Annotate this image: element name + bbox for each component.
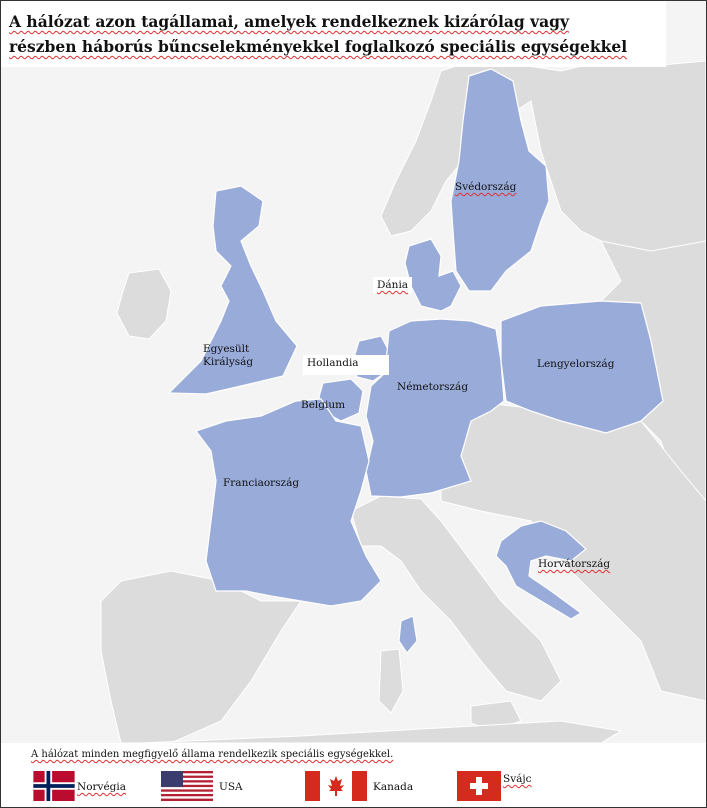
land-scandinavia-north xyxy=(381,59,706,261)
label-poland: Lengyelország xyxy=(537,358,615,370)
observer-label-norway: Norvégia xyxy=(77,781,127,793)
observer-label-usa: USA xyxy=(219,781,243,793)
country-france xyxy=(196,399,381,606)
observer-legend xyxy=(1,743,706,807)
country-denmark xyxy=(405,239,461,311)
map-title-line-1: A hálózat azon tagállamai, amelyek rendelkeznek kizárólag vagy xyxy=(9,12,570,31)
switzerland-flag-icon xyxy=(457,771,501,801)
label-belgium: Belgium xyxy=(301,399,346,411)
land-sardinia xyxy=(379,649,403,713)
label-sweden: Svédország xyxy=(455,181,517,193)
observer-label-canada: Kanada xyxy=(373,781,414,793)
land-iberia xyxy=(101,571,301,743)
country-corsica xyxy=(399,616,417,653)
observer-label-switzerland: Svájc xyxy=(503,773,532,785)
label-denmark: Dánia xyxy=(373,277,412,293)
label-uk: Egyesült Királyság xyxy=(203,343,254,368)
norway-flag-icon xyxy=(31,771,77,801)
canada-flag-icon xyxy=(305,771,367,801)
usa-flag-icon xyxy=(161,771,213,801)
label-france: Franciaország xyxy=(223,477,300,489)
observer-note: A hálózat minden megfigyelő állama rendelkezik speciális egységekkel. xyxy=(31,749,394,760)
map-title xyxy=(1,1,666,67)
map-title-line-2: részben háborús bűncselekményekkel foglalkozó speciális egységekkel xyxy=(9,37,628,56)
label-netherlands: Hollandia xyxy=(303,355,389,375)
label-croatia: Horvátország xyxy=(538,558,611,570)
label-germany: Németország xyxy=(397,381,469,393)
europe-map xyxy=(1,1,706,807)
land-ireland xyxy=(117,269,171,339)
